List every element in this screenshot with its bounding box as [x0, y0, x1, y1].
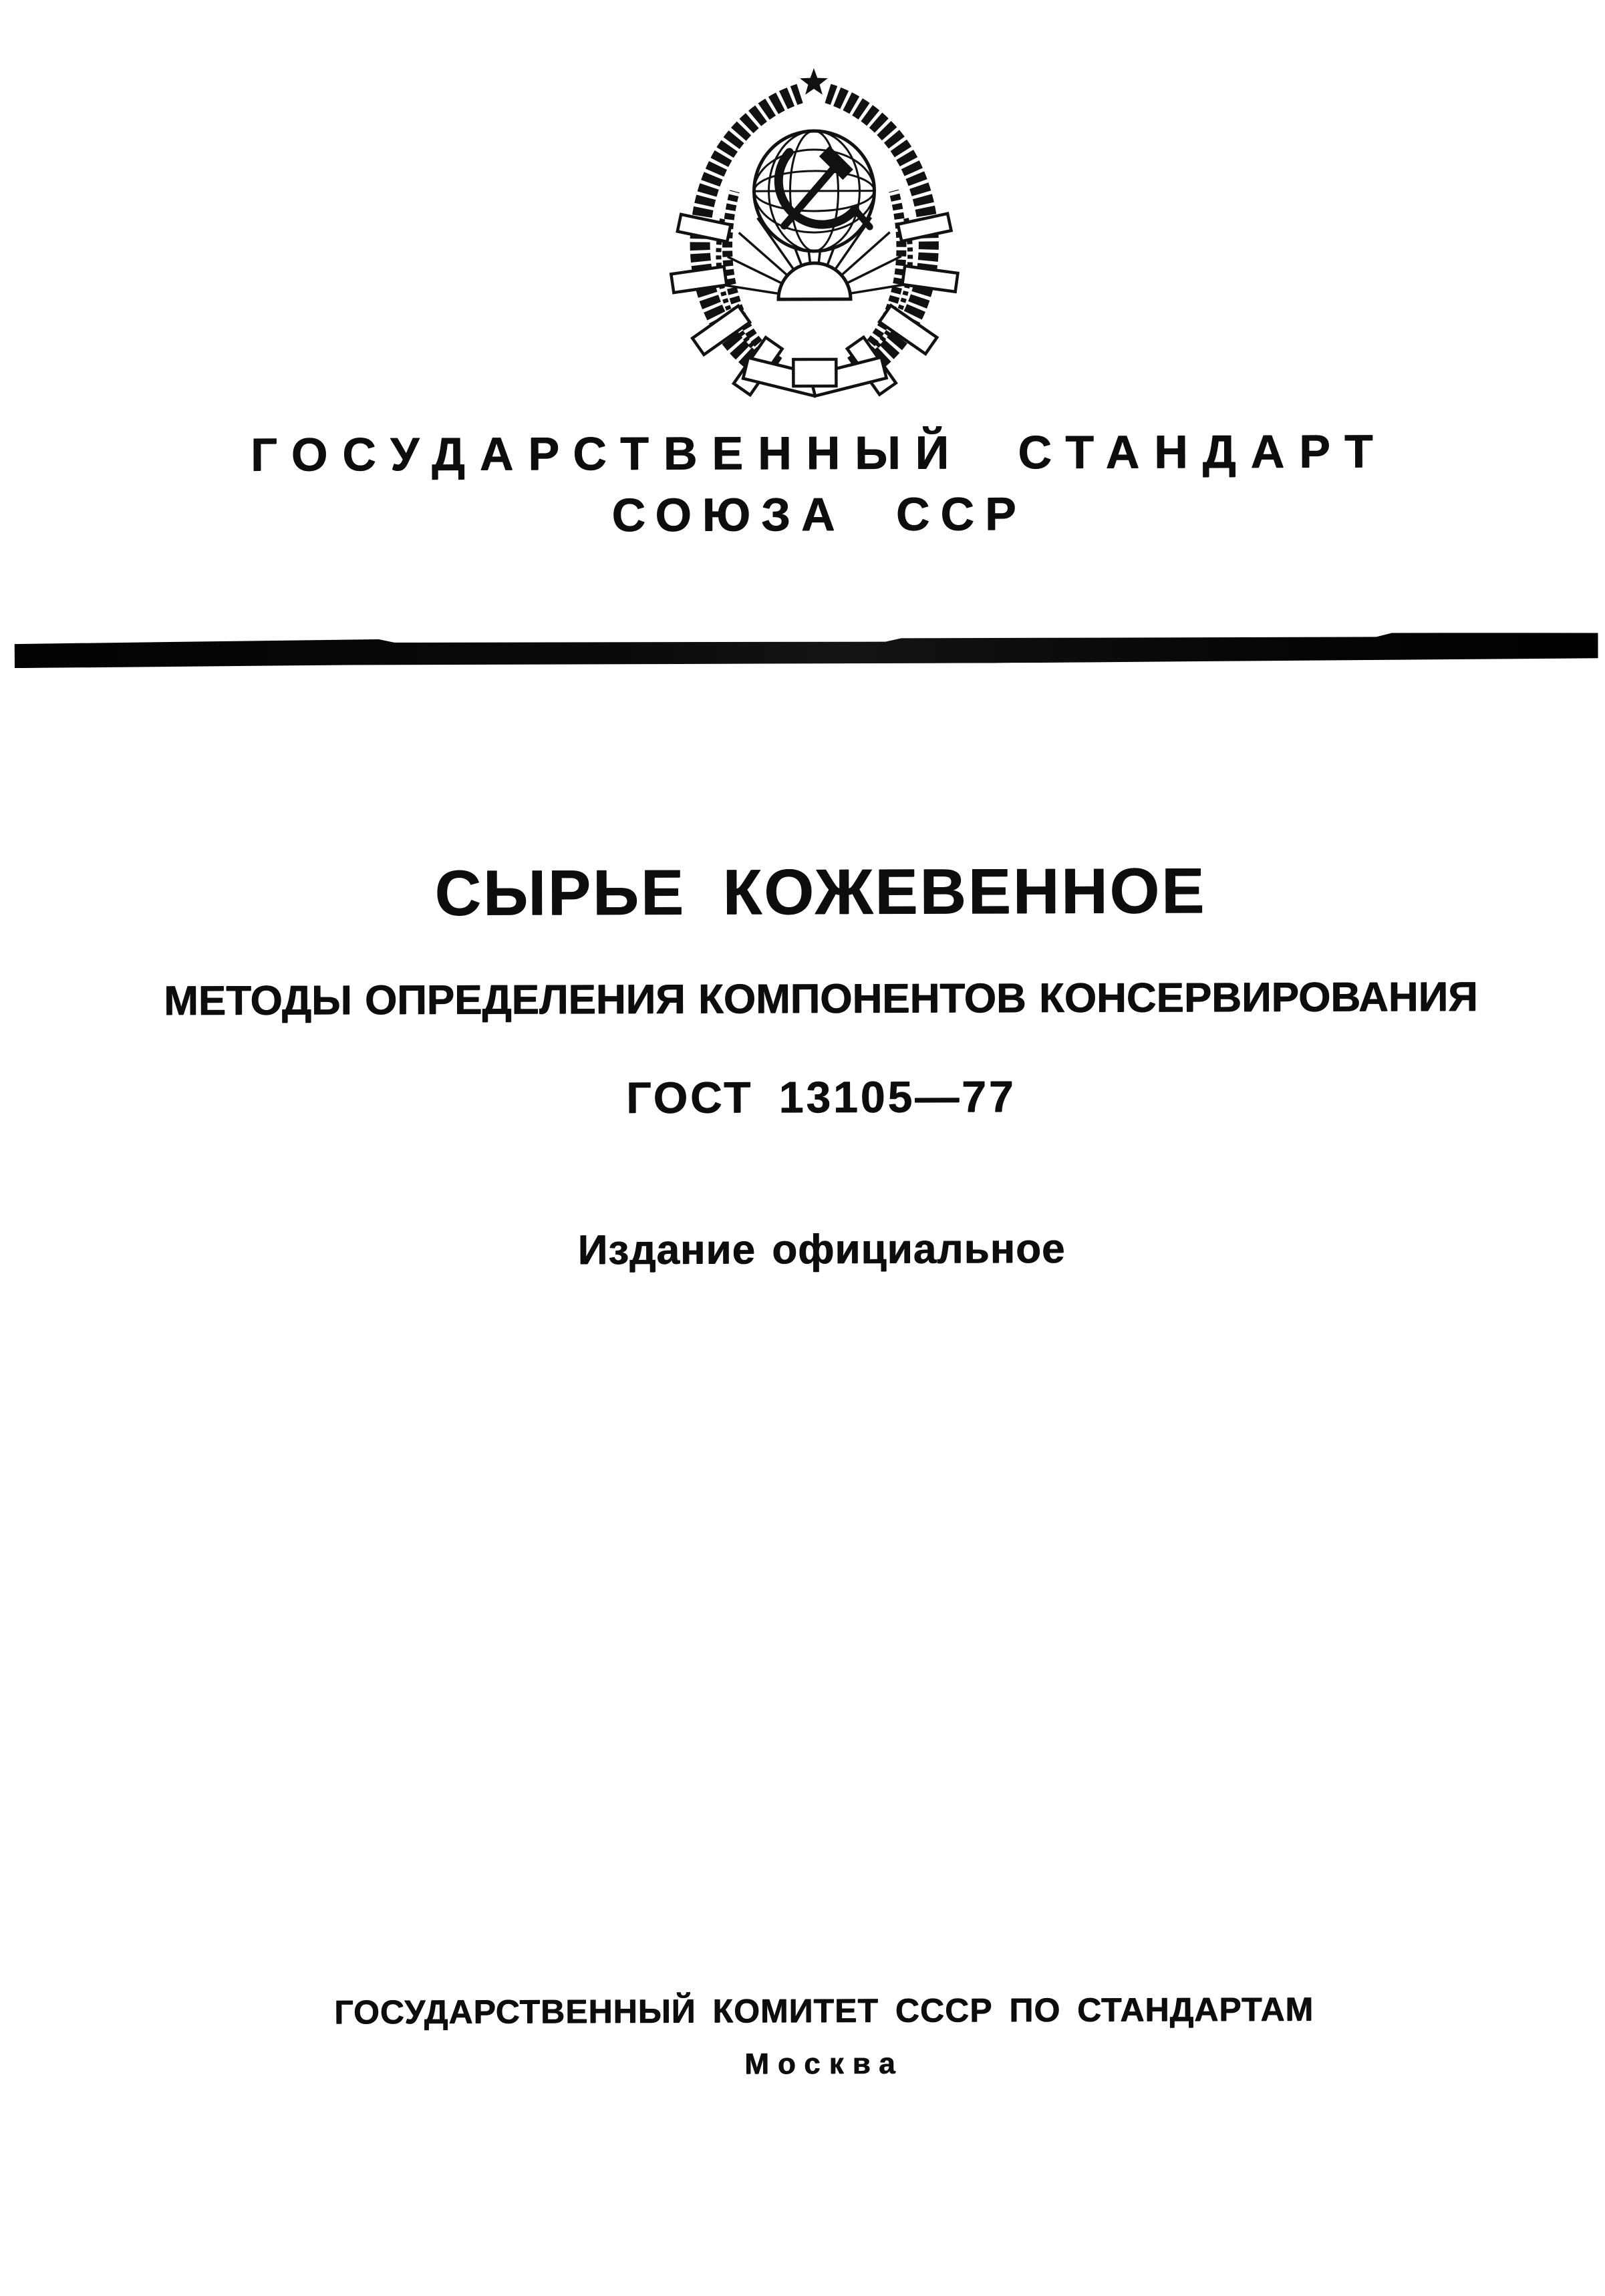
- publisher-header-line-2: СОЮЗА ССР: [611, 487, 1027, 541]
- sun: [778, 263, 851, 299]
- horizontal-rule: [15, 632, 1598, 668]
- edition-note: Издание официальное: [577, 1225, 1066, 1274]
- footer-city: Москва: [744, 2047, 904, 2081]
- document-subtitle: МЕТОДЫ ОПРЕДЕЛЕНИЯ КОМПОНЕНТОВ КОНСЕРВИРОВАНИЯ: [163, 973, 1478, 1025]
- document-title: СЫРЬЕ КОЖЕВЕННОЕ: [434, 855, 1207, 929]
- footer-organization: ГОСУДАРСТВЕННЫЙ КОМИТЕТ СССР ПО СТАНДАРТАМ: [334, 1990, 1314, 2031]
- ussr-coat-of-arms-icon: [657, 63, 972, 405]
- standard-code: ГОСТ 13105—77: [625, 1071, 1016, 1122]
- star-icon: [800, 68, 828, 95]
- ribbon-knot: [743, 357, 887, 396]
- publisher-header-line-1: ГОСУДАРСТВЕННЫЙ СТАНДАРТ: [250, 425, 1388, 481]
